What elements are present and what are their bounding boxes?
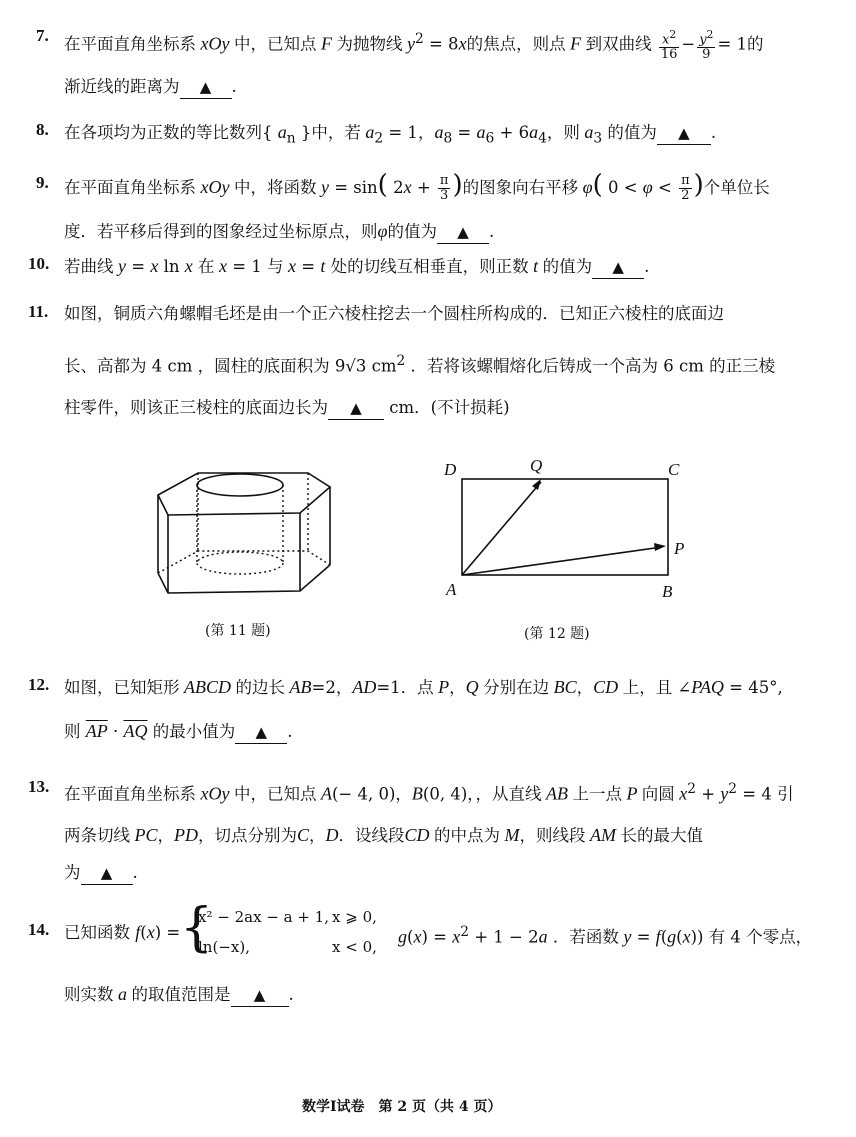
answer-blank[interactable] <box>657 122 711 145</box>
question-number: 8. <box>36 120 49 139</box>
answer-blank[interactable] <box>235 721 287 744</box>
answer-blank[interactable] <box>231 984 289 1007</box>
hexagon-top <box>158 473 330 515</box>
question-text: 在平面直角坐标系 xOy 中，将函数 y = sin( 2x + $\frac{\pi}{3}$ )的图象向右平移 φ( 0 < φ < $\frac{\pi}{2}$ )个单位长 <box>64 170 770 203</box>
hexagon-bottom <box>158 565 330 593</box>
question-text: 在平面直角坐标系 xOy 中，已知点 A(− 4, 0)，B(0, 4)，，从直线 AB 上一点 P 向圆 $x^2 + y^2 = 4$ 引 <box>64 781 794 804</box>
question-number: 12. <box>28 675 50 694</box>
arrowhead <box>654 543 666 551</box>
question-text: $g(x) = x^2 + 1 - 2a$ ．若函数 y = f(g(x)) 有 4 个零点， <box>398 924 813 947</box>
answer-blank[interactable] <box>592 256 644 279</box>
piecewise-cond-1: x ⩾ 0, <box>332 908 377 926</box>
piecewise-cond-2: x < 0, <box>332 938 377 956</box>
answer-blank[interactable] <box>437 221 489 244</box>
triangle-icon: ▲ <box>457 223 469 241</box>
piecewise-case-1: x² − 2ax − a + 1, <box>198 908 329 926</box>
question-text: 在各项均为正数的等比数列{ $a_n$ }中，若 $a_2 = 1$，$a_8 = a_6 + 6a_4$，则 $a_3$ 的值为 ▲ . <box>64 122 717 147</box>
question-number: 10. <box>28 254 50 273</box>
question-text-prefix: 已知函数 f(x) = <box>64 922 181 942</box>
vector-ap <box>462 547 662 575</box>
question-text-line2: 渐近线的距离为 ▲ . <box>64 76 237 99</box>
answer-blank[interactable] <box>81 862 133 885</box>
figure-12-rectangle <box>440 455 700 605</box>
piecewise-brace: { <box>180 898 214 958</box>
answer-blank[interactable] <box>180 76 232 99</box>
question-number: 14. <box>28 920 50 939</box>
hole-top-ellipse <box>197 474 283 496</box>
question-text: 如图，已知矩形 ABCD 的边长 AB=2，AD=1．点 P，Q 分别在边 BC，CD 上，且 ∠PAQ = 45°, <box>64 677 783 697</box>
question-text-line2: 则实数 a 的取值范围是 ▲ . <box>64 983 294 1007</box>
triangle-icon: ▲ <box>255 723 268 741</box>
question-text-line2: 则 $\overline{AP} \cdot \overline{AQ}$ 的最小值为 ▲ . <box>64 720 293 744</box>
question-number: 13. <box>28 777 50 796</box>
answer-blank[interactable] <box>328 397 384 420</box>
figure-11-caption: (第 11 题) <box>205 623 271 639</box>
triangle-icon: ▲ <box>100 864 113 882</box>
label-b: B <box>662 582 673 601</box>
question-text-line3: 柱零件，则该正三棱柱的底面边长为 ▲ cm．(不计损耗) <box>64 397 510 420</box>
figure-12-caption: (第 12 题) <box>524 626 590 642</box>
label-p: P <box>674 539 685 558</box>
triangle-icon: ▲ <box>253 986 266 1004</box>
question-number: 7. <box>36 26 49 45</box>
hole-bottom-ellipse <box>197 552 283 574</box>
triangle-icon: ▲ <box>350 399 362 417</box>
triangle-icon: ▲ <box>199 78 212 96</box>
question-number: 9. <box>36 173 49 192</box>
question-text: 如图，铜质六角螺帽毛坯是由一个正六棱柱挖去一个圆柱所构成的．已知正六棱柱的底面边 <box>64 304 724 323</box>
label-q: Q <box>530 456 543 475</box>
question-text-line2: 两条切线 PC，PD，切点分别为C，D．设线段CD 的中点为 M，则线段 AM 长的最大值 <box>64 825 704 845</box>
question-text: 若曲线 y = x ln x 在 x = 1 与 x = t 处的切线互相垂直，则正数 t 的值为 ▲ . <box>64 255 649 279</box>
question-text: 在平面直角坐标系 xOy 中，已知点 F 为抛物线 $y^2 = 8x$的焦点，则点 F 到双曲线 $\frac{x^2}{16}$ − $\frac{y^2}{9}$ = 1的 <box>64 28 764 63</box>
vector-aq <box>462 482 541 575</box>
label-a: A <box>446 580 457 599</box>
question-number: 11. <box>28 302 49 321</box>
label-c: C <box>668 460 680 479</box>
triangle-icon: ▲ <box>678 124 690 142</box>
label-d: D <box>444 460 457 479</box>
page-footer: 数学Ⅰ试卷 第 2 页（共 4 页） <box>302 1099 502 1115</box>
figure-11-hexagonal-nut <box>140 455 340 605</box>
question-text-line2: 长、高都为 4 cm ，圆柱的底面积为 9√3 $cm^2$ ．若将该螺帽熔化后铸成一个高为 6 cm 的正三棱 <box>64 353 776 376</box>
question-text-line2: 度．若平移后得到的图象经过坐标原点，则φ的值为 ▲ . <box>64 220 494 244</box>
piecewise-case-2: ln(−x), <box>198 938 250 956</box>
triangle-icon: ▲ <box>612 258 624 276</box>
hidden-edges <box>158 551 330 573</box>
question-text-line3: 为 ▲ . <box>64 862 138 885</box>
